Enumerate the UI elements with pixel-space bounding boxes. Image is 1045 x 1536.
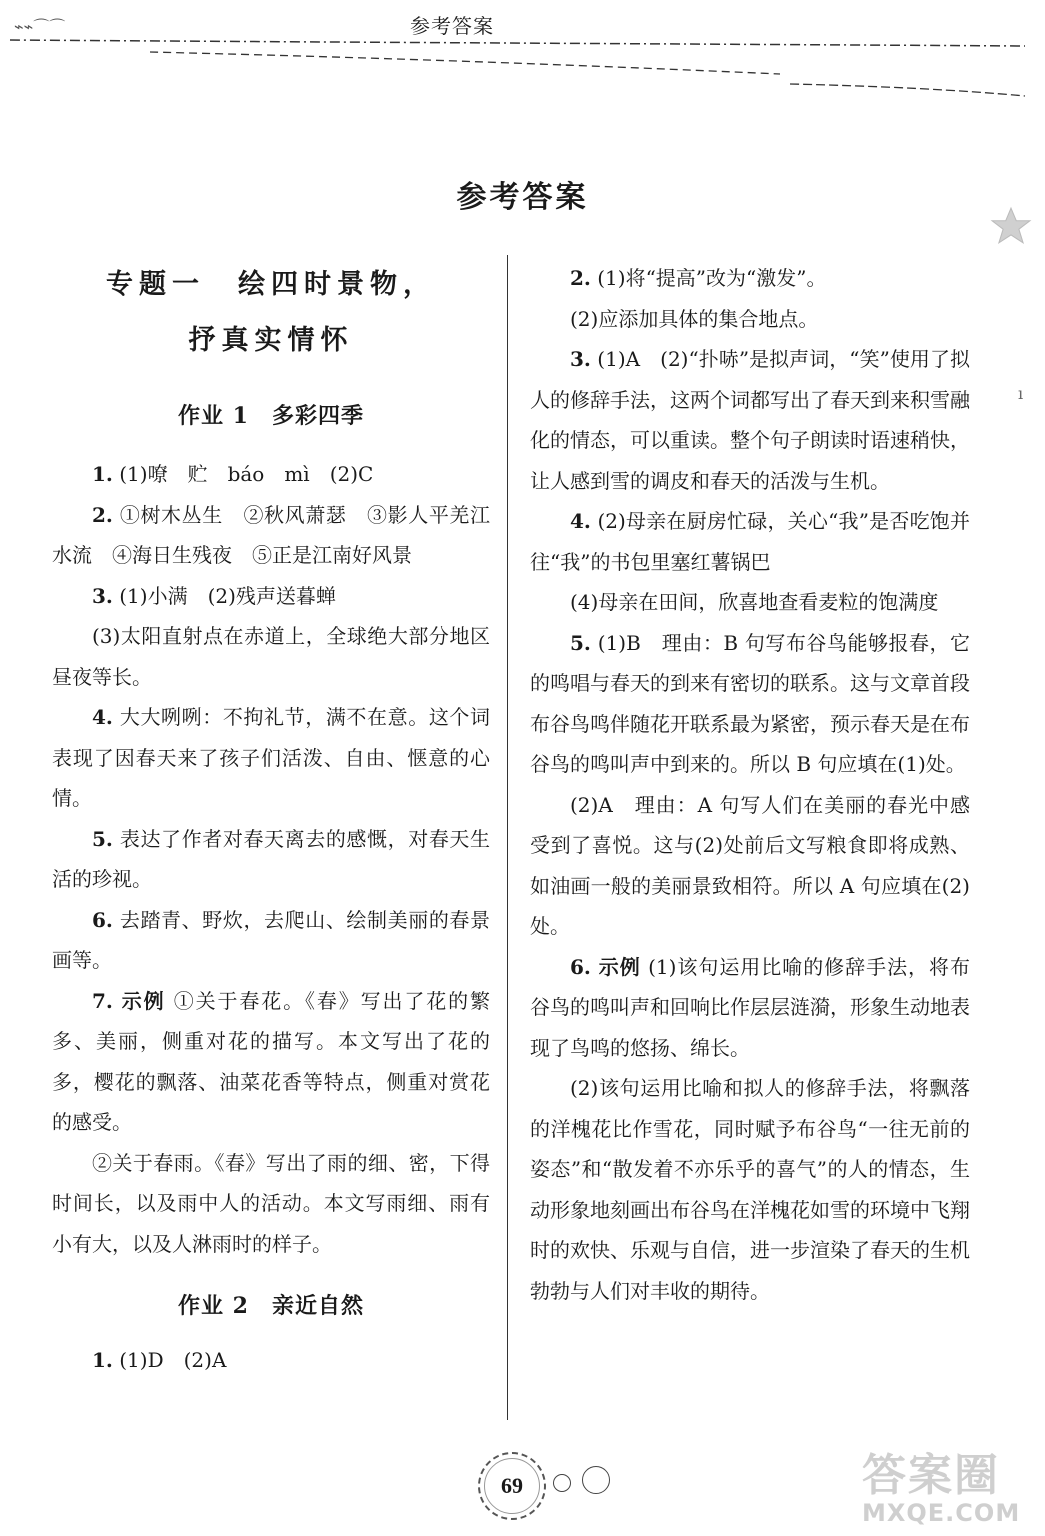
answer-number: 3. [570, 347, 591, 371]
answer-text: (1)D (2)A [119, 1348, 227, 1372]
footer-circle-large [582, 1466, 610, 1494]
answer-item [52, 454, 490, 495]
answer-text: ②关于春雨。《春》写出了雨的细、密，下得时间长，以及雨中人的活动。本文写雨细、雨有小有大，以及人淋雨时的样子。 [52, 1150, 490, 1256]
topic-title-line2: 抒真实情怀 [188, 325, 354, 356]
answer-item [530, 623, 970, 785]
answer-number: 2. [570, 266, 591, 290]
homework-2-title: 作业 2 亲近自然 [178, 1293, 364, 1319]
answer-text: ①关于春花。《春》写出了花的繁多、美丽，侧重对花的描写。本文写出了花的多，樱花的飘落、油菜花香等特点，侧重对赏花的感受。 [52, 988, 491, 1134]
column-divider [507, 255, 508, 1420]
answer-text: (2)母亲在厨房忙碌，关心“我”是否吃饱并往“我”的书包里塞红薯锅巴 [530, 509, 971, 574]
answer-item [530, 501, 970, 582]
watermark-line1: 答案圈 [862, 1450, 1000, 1501]
answer-number: 6. 示例 [570, 954, 641, 979]
answer-item [530, 258, 970, 299]
answer-item [530, 582, 970, 623]
answer-number: 1. [92, 1348, 113, 1372]
homework-1-answers [52, 454, 490, 1264]
footer-circle-small [553, 1474, 571, 1492]
answer-item [52, 616, 490, 697]
left-column [52, 258, 490, 1381]
answer-number: 6. [92, 907, 113, 932]
answer-number: 5. [570, 630, 591, 655]
answer-number: 4. [92, 705, 113, 729]
answer-number: 1. [92, 462, 113, 486]
answer-number: 5. [92, 826, 113, 851]
side-mark: ı [1018, 384, 1024, 403]
page-number: 69 [484, 1458, 540, 1514]
watermark-line2: MXQE.COM [862, 1499, 1021, 1527]
answer-item [52, 819, 490, 900]
running-title: 参考答案 [410, 14, 494, 38]
topic-title [52, 260, 490, 366]
answer-number: 7. 示例 [92, 988, 166, 1013]
answer-text: (2)应添加具体的集合地点。 [570, 306, 819, 331]
answer-text: (4)母亲在田间，欣喜地查看麦粒的饱满度 [570, 590, 939, 614]
answer-text: ①树木丛生 ②秋风萧瑟 ③影人平羌江水流 ④海日生残夜 ⑤正是江南好风景 [52, 502, 491, 567]
watermark-logo [862, 1452, 1032, 1532]
answer-number: 3. [92, 583, 113, 608]
answer-text: (1)嘹 贮 báo mì (2)C [119, 462, 374, 486]
answer-item [530, 1068, 970, 1311]
answer-text: (1)B 理由：B 句写布谷鸟能够报春，它的鸣唱与春天的到来有密切的联系。这与文章首段布谷鸟鸣伴随花开联系最为紧密，预示春天是在布谷鸟的鸣叫声中到来的。所以 B 句应填在(1)处。 [530, 630, 970, 776]
answer-item [530, 299, 970, 340]
right-column [530, 258, 970, 1311]
answer-text: (2)A 理由：A 句写人们在美丽的春光中感受到了喜悦。这与(2)处前后文写粮食即将成熟、如油画一般的美丽景致相符。所以 A 句应填在(2)处。 [530, 792, 970, 938]
answer-text: 表达了作者对春天离去的感慨，对春天生活的珍视。 [52, 826, 491, 891]
answer-item [530, 785, 970, 947]
answer-text: (1)A (2)“扑哧”是拟声词，“笑”使用了拟人的修辞手法，这两个词都写出了春天到来积雪融化的情态，可以重读。整个句子朗读时语速稍快，让人感到雪的调皮和春天的活泼与生机。 [530, 347, 970, 493]
answer-number: 2. [92, 502, 113, 527]
homework-2-answers [52, 1340, 490, 1381]
corner-decoration: ⌁⌁⌒⌒ [14, 17, 66, 36]
answer-text: 去踏青、野炊，去爬山、绘制美丽的春景画等。 [52, 907, 491, 972]
answer-text: 大大咧咧：不拘礼节，满不在意。这个词表现了因春天来了孩子们活泼、自由、惬意的心情。 [52, 705, 491, 810]
answer-item [52, 1340, 490, 1381]
homework-1-title: 作业 1 多彩四季 [178, 403, 364, 429]
answer-text: (1)将“提高”改为“激发”。 [597, 266, 827, 290]
answer-item [52, 576, 490, 617]
answer-item [52, 1143, 490, 1265]
right-answers [530, 258, 970, 1311]
answer-text: (1)该句运用比喻的修辞手法，将布谷鸟的鸣叫声和回响比作层层涟漪，形象生动地表现了鸟鸣的悠扬、绵长。 [530, 954, 970, 1060]
page-title: 参考答案 [456, 180, 589, 215]
answer-item [530, 947, 970, 1069]
answer-text: (2)该句运用比喻和拟人的修辞手法，将飘落的洋槐花比作雪花，同时赋予布谷鸟“一往无前的姿态”和“散发着不亦乐乎的喜气”的人的情态，生动形象地刻画出布谷鸟在洋槐花如雪的环境中飞翔时的欢快、乐观与自信，进一步渲染了春天的生机勃勃与人们对丰收的期待。 [530, 1076, 970, 1303]
answer-item [52, 900, 490, 981]
answer-text: (1)小满 (2)残声送暮蝉 [119, 583, 336, 608]
answer-number: 4. [570, 509, 591, 533]
topic-title-line1: 专题一 绘四时景物， [106, 269, 436, 300]
answer-item [530, 339, 970, 501]
page-number-badge [478, 1452, 546, 1520]
star-icon [990, 205, 1032, 247]
answer-item [52, 495, 490, 576]
answer-item [52, 981, 490, 1143]
answer-item [52, 697, 490, 819]
answer-text: (3)太阳直射点在赤道上，全球绝大部分地区昼夜等长。 [52, 624, 490, 689]
page-header [0, 0, 1045, 110]
header-dashed-lines [0, 0, 1045, 110]
